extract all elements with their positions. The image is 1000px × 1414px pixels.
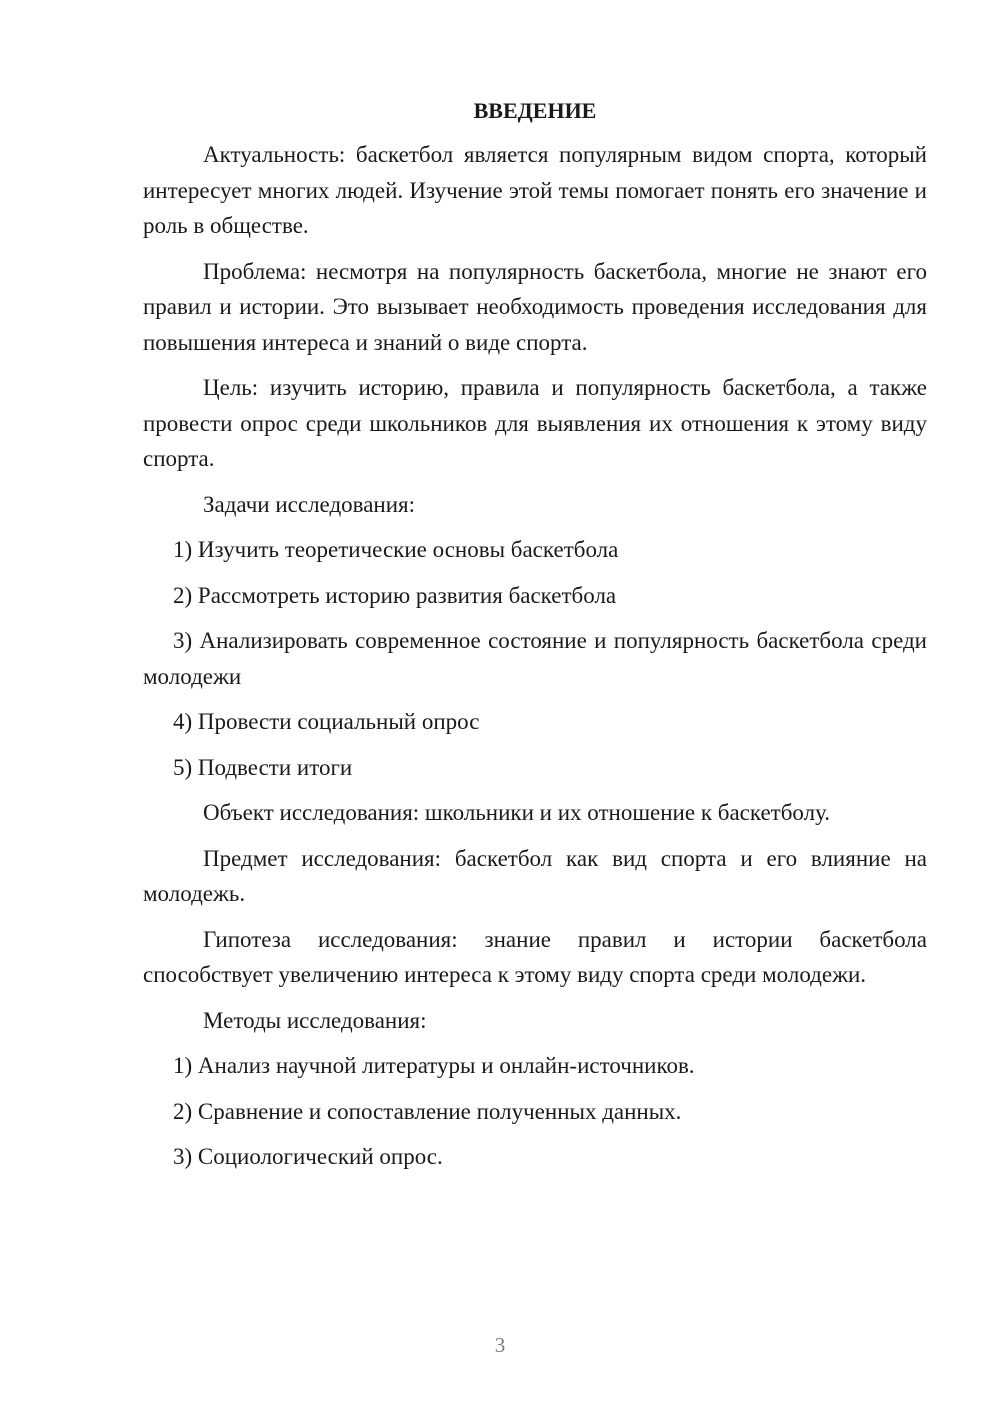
paragraph-goal: Цель: изучить историю, правила и популярность баскетбола, а также провести опрос среди школьников для выявления их отношения к этому виду спорта. [143, 375, 927, 471]
method-item: 1) Анализ научной литературы и онлайн-источников. [173, 1053, 695, 1078]
task-item: 4) Провести социальный опрос [173, 709, 480, 734]
paragraph-object: Объект исследования: школьники и их отношение к баскетболу. [203, 800, 831, 825]
page-content [143, 96, 927, 1185]
method-item: 2) Сравнение и сопоставление полученных данных. [173, 1098, 682, 1124]
paragraph-hypothesis: Гипотеза исследования: знание правил и истории баскетбола способствует увеличению интереса к этому виду спорта среди молодежи. [143, 926, 927, 987]
task-item: 1) Изучить теоретические основы баскетбола [173, 537, 619, 562]
methods-label: Методы исследования: [203, 1007, 427, 1033]
task-item: 5) Подвести итоги [173, 754, 353, 780]
section-heading: ВВЕДЕНИЕ [473, 98, 597, 123]
paragraph-relevance: Актуальность: баскетбол является популярным видом спорта, который интересует многих людей. Изучение этой темы помогает понять его значение и роль в обществе. [143, 142, 927, 238]
tasks-label: Задачи исследования: [203, 491, 416, 517]
paragraph-problem: Проблема: несмотря на популярность баскетбола, многие не знают его правил и истории. Это вызывает необходимость проведения исследования для повышения интереса и знаний о виде спорта. [143, 258, 927, 355]
task-item: 3) Анализировать современное состояние и популярность баскетбола среди молодежи [143, 628, 927, 689]
task-item: 2) Рассмотреть историю развития баскетбола [173, 582, 617, 608]
method-item: 3) Социологический опрос. [173, 1144, 443, 1169]
page-number: 3 [494, 1333, 506, 1357]
paragraph-subject: Предмет исследования: баскетбол как вид спорта и его влияние на молодежь. [143, 845, 927, 906]
